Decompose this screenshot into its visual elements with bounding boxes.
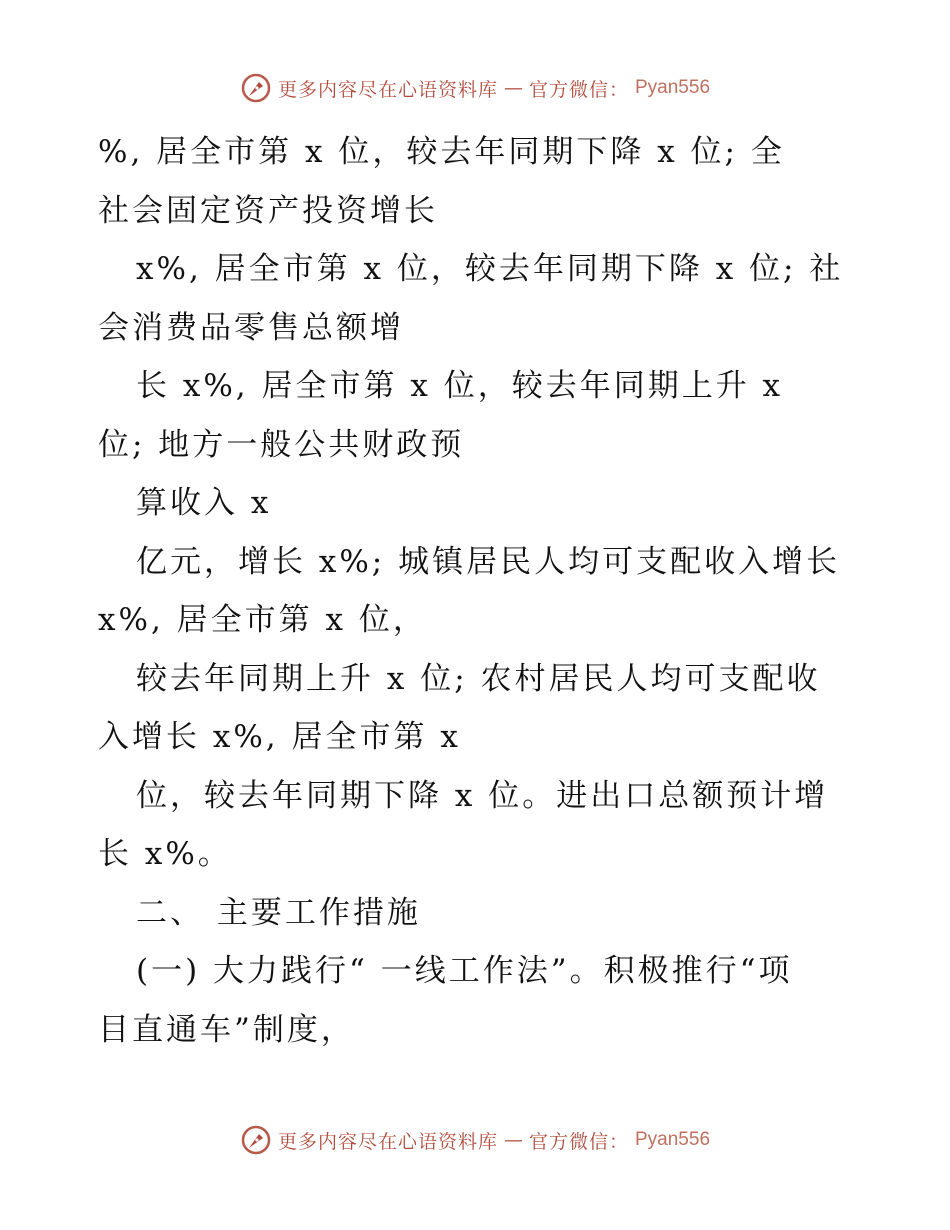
- body-line: x%, 居全市第 x 位，: [98, 602, 427, 638]
- body-line: (一) 大力践行“ 一线工作法”。积极推行“项: [136, 953, 793, 989]
- body-line: 目直通车”制度，: [98, 1011, 355, 1048]
- watermark-wechat-label: 官方微信：: [528, 1130, 629, 1153]
- body-line: 亿元，增长 x%; 城镇居民人均可支配收入增长: [136, 543, 841, 580]
- watermark-wechat-label: 官方微信：: [528, 78, 629, 101]
- body-line: 社会固定资产投资增长: [98, 192, 438, 229]
- document-body: [98, 123, 858, 1059]
- body-line: 长 x%。: [98, 836, 232, 872]
- section-heading: 二、 主要工作措施: [136, 894, 421, 931]
- body-line: 会消费品零售总额增: [98, 309, 404, 346]
- body-line: 位; 地方一般公共财政预: [98, 426, 465, 463]
- watermark-separator: —: [503, 1129, 523, 1151]
- body-line: 位，较去年同期下降 x 位。进出口总额预计增: [136, 777, 829, 814]
- pen-nib-logo-icon: [240, 72, 272, 104]
- body-line: x%, 居全市第 x 位，较去年同期下降 x 位; 社: [136, 251, 844, 287]
- body-line: 入增长 x%, 居全市第 x: [98, 719, 461, 755]
- footer-watermark: [0, 1124, 950, 1156]
- watermark-separator: —: [503, 77, 523, 99]
- body-line: 算收入 x: [136, 485, 272, 521]
- pen-nib-logo-icon: [240, 1124, 272, 1156]
- header-watermark: [0, 72, 950, 104]
- watermark-account: Pyan556: [635, 1129, 711, 1150]
- watermark-account: Pyan556: [635, 77, 711, 98]
- body-line: 较去年同期上升 x 位; 农村居民人均可支配收: [136, 660, 821, 697]
- watermark-brand: 更多内容尽在心语资料库: [277, 1130, 498, 1153]
- body-line: %, 居全市第 x 位，较去年同期下降 x 位; 全: [98, 134, 785, 170]
- body-line: 长 x%, 居全市第 x 位，较去年同期上升 x: [136, 368, 784, 404]
- watermark-brand: 更多内容尽在心语资料库: [277, 78, 498, 101]
